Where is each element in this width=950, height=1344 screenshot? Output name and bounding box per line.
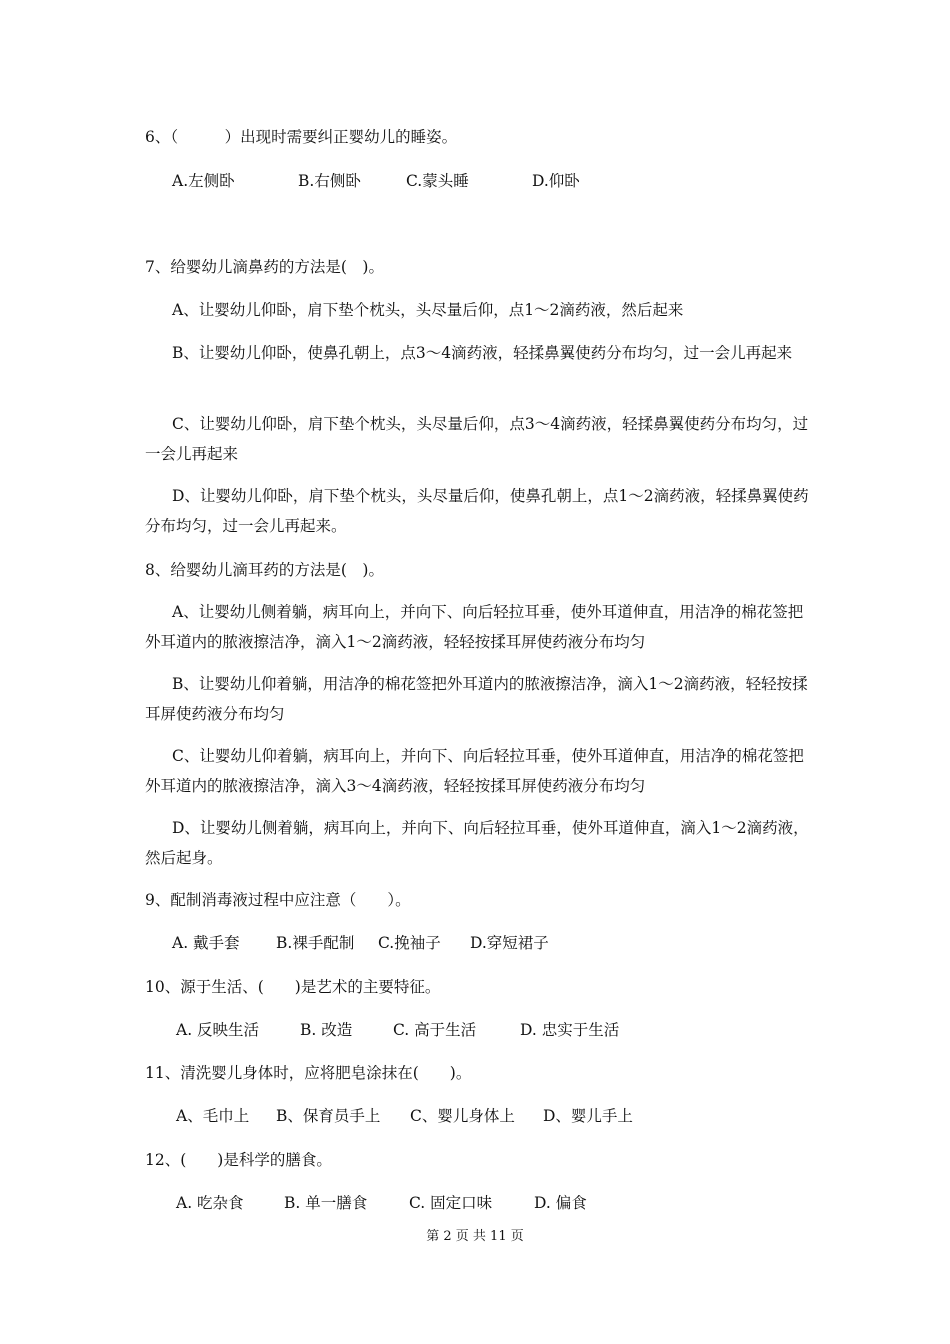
question-8-option-b: B、让婴幼儿仰着躺，用洁净的棉花签把外耳道内的脓液擦洁净，滴入1～2滴药液，轻轻按揉耳屏使药液分布均匀 [145, 675, 808, 723]
option-a: A. 戴手套 [172, 934, 240, 952]
question-11-stem: 11、清洗婴儿身体时，应将肥皂涂抹在( )。 [145, 1064, 472, 1082]
page-number-footer: 第 2 页 共 11 页 [426, 1229, 524, 1244]
option-a: A、毛巾上 [176, 1107, 250, 1125]
option-c: C.蒙头睡 [406, 172, 469, 190]
question-8-option-a: A、让婴幼儿侧着躺，病耳向上，并向下、向后轻拉耳垂，使外耳道伸直，用洁净的棉花签把外耳道内的脓液擦洁净，滴入1～2滴药液，轻轻按揉耳屏使药液分布均匀 [145, 603, 804, 651]
question-9-stem: 9、配制消毒液过程中应注意（ ）。 [145, 891, 411, 909]
question-8-option-c: C、让婴幼儿仰着躺，病耳向上，并向下、向后轻拉耳垂，使外耳道伸直，用洁净的棉花签把外耳道内的脓液擦洁净，滴入3～4滴药液，轻轻按揉耳屏使药液分布均匀 [145, 747, 804, 795]
option-d: D.仰卧 [532, 172, 580, 190]
question-8-stem: 8、给婴幼儿滴耳药的方法是( )。 [145, 561, 384, 579]
option-a: A. 吃杂食 [176, 1194, 244, 1212]
question-10-stem: 10、源于生活、( )是艺术的主要特征。 [145, 978, 441, 996]
question-12-stem: 12、( )是科学的膳食。 [145, 1151, 332, 1169]
option-a: A. 反映生活 [176, 1021, 260, 1039]
question-7-option-d: D、让婴幼儿仰卧，肩下垫个枕头，头尽量后仰，使鼻孔朝上，点1～2滴药液，轻揉鼻翼使药分布均匀，过一会儿再起来。 [145, 487, 809, 535]
option-c: C.挽袖子 [378, 934, 441, 952]
option-b: B、保育员手上 [276, 1107, 381, 1125]
option-c: C、婴儿身体上 [410, 1107, 515, 1125]
option-b: B.裸手配制 [276, 934, 355, 952]
question-8-option-d: D、让婴幼儿侧着躺，病耳向上，并向下、向后轻拉耳垂，使外耳道伸直，滴入1～2滴药液，然后起身。 [145, 819, 809, 867]
option-c: C. 高于生活 [393, 1021, 477, 1039]
option-c: C. 固定口味 [409, 1194, 493, 1212]
option-d: D. 偏食 [534, 1194, 587, 1212]
option-a: A.左侧卧 [172, 172, 235, 190]
option-b: B.右侧卧 [298, 172, 361, 190]
question-7-option-b: B、让婴幼儿仰卧，使鼻孔朝上，点3～4滴药液，轻揉鼻翼使药分布均匀，过一会儿再起来 [172, 344, 793, 362]
question-7-option-a: A、让婴幼儿仰卧，肩下垫个枕头，头尽量后仰，点1～2滴药液，然后起来 [172, 301, 684, 319]
option-b: B. 单一膳食 [284, 1194, 368, 1212]
question-7-option-c: C、让婴幼儿仰卧，肩下垫个枕头，头尽量后仰，点3～4滴药液，轻揉鼻翼使药分布均匀，过一会儿再起来 [145, 415, 809, 463]
option-b: B. 改造 [300, 1021, 353, 1039]
question-7-stem: 7、给婴幼儿滴鼻药的方法是( )。 [145, 258, 384, 276]
option-d: D、婴儿手上 [543, 1107, 633, 1125]
question-6-stem: 6、（ ）出现时需要纠正婴幼儿的睡姿。 [145, 128, 458, 146]
option-d: D. 忠实于生活 [520, 1021, 620, 1039]
option-d: D.穿短裙子 [470, 934, 549, 952]
